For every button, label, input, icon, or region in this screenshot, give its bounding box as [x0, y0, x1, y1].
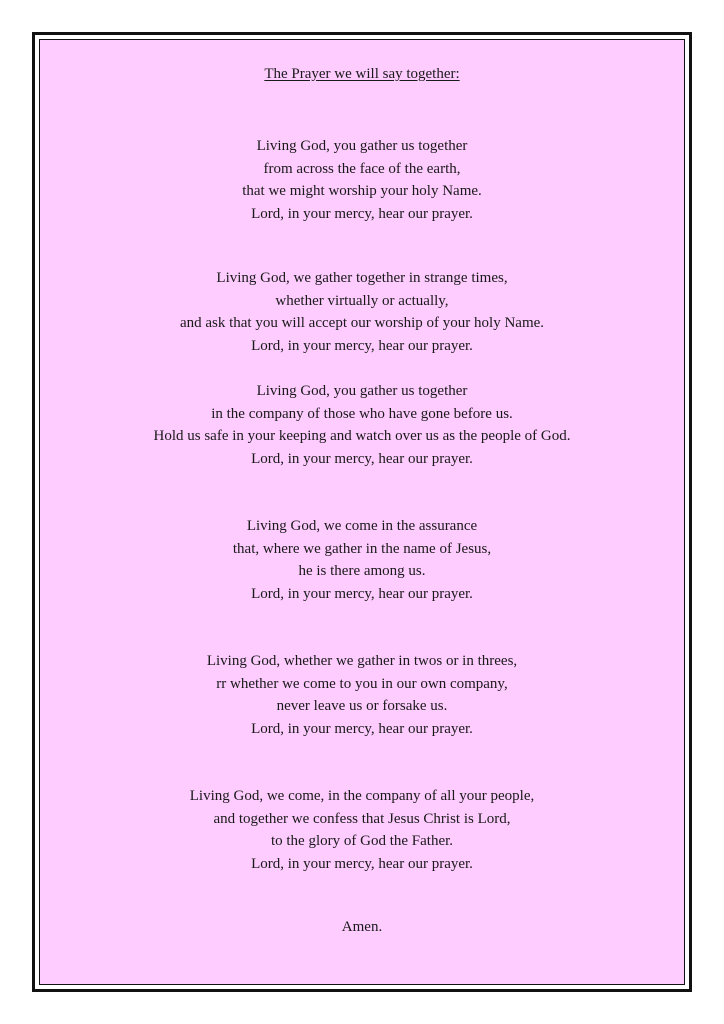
stanza-response: Lord, in your mercy, hear our prayer. — [251, 720, 473, 737]
prayer-stanza-5 — [40, 650, 684, 740]
stanza-line: that we might worship your holy Name. — [242, 183, 482, 200]
page-border-outer — [32, 32, 692, 992]
stanza-line: that, where we gather in the name of Jesus, — [232, 540, 492, 557]
prayer-stanza-1 — [40, 135, 684, 225]
stanza-line: Living God, whether we gather in twos or in threes, — [206, 653, 518, 669]
prayer-stanza-6 — [40, 785, 684, 875]
stanza-line: Hold us safe in your keeping and watch over us as the people of God. — [153, 428, 571, 445]
stanza-line: from across the face of the earth, — [263, 160, 461, 177]
stanza-line: in the company of those who have gone before us. — [211, 405, 513, 422]
prayer-stanza-3 — [40, 380, 684, 470]
stanza-line: Living God, we gather together in strange times, — [216, 270, 508, 286]
prayer-stanza-4 — [40, 515, 684, 605]
prayer-closing: Amen. — [341, 919, 383, 935]
stanza-line: rr whether we come to you in our own company, — [216, 675, 508, 692]
prayer-stanza-2 — [40, 267, 684, 357]
stanza-line: never leave us or forsake us. — [276, 698, 448, 715]
stanza-line: whether virtually or actually, — [275, 292, 449, 309]
stanza-line: Living God, we come, in the company of all your people, — [189, 788, 535, 804]
stanza-line: Living God, you gather us together — [256, 383, 468, 399]
stanza-response: Lord, in your mercy, hear our prayer. — [251, 450, 473, 467]
stanza-response: Lord, in your mercy, hear our prayer. — [251, 585, 473, 602]
stanza-line: he is there among us. — [298, 563, 426, 580]
stanza-line: to the glory of God the Father. — [270, 833, 454, 850]
stanza-response: Lord, in your mercy, hear our prayer. — [251, 205, 473, 222]
stanza-line: Living God, we come in the assurance — [246, 518, 478, 534]
prayer-panel — [39, 39, 685, 985]
stanza-line: and together we confess that Jesus Christ is Lord, — [213, 810, 511, 827]
prayer-title: The Prayer we will say together: — [264, 66, 460, 82]
stanza-line: and ask that you will accept our worship of your holy Name. — [179, 315, 545, 332]
stanza-response: Lord, in your mercy, hear our prayer. — [251, 855, 473, 872]
stanza-line: Living God, you gather us together — [256, 138, 468, 154]
stanza-response: Lord, in your mercy, hear our prayer. — [251, 337, 473, 354]
